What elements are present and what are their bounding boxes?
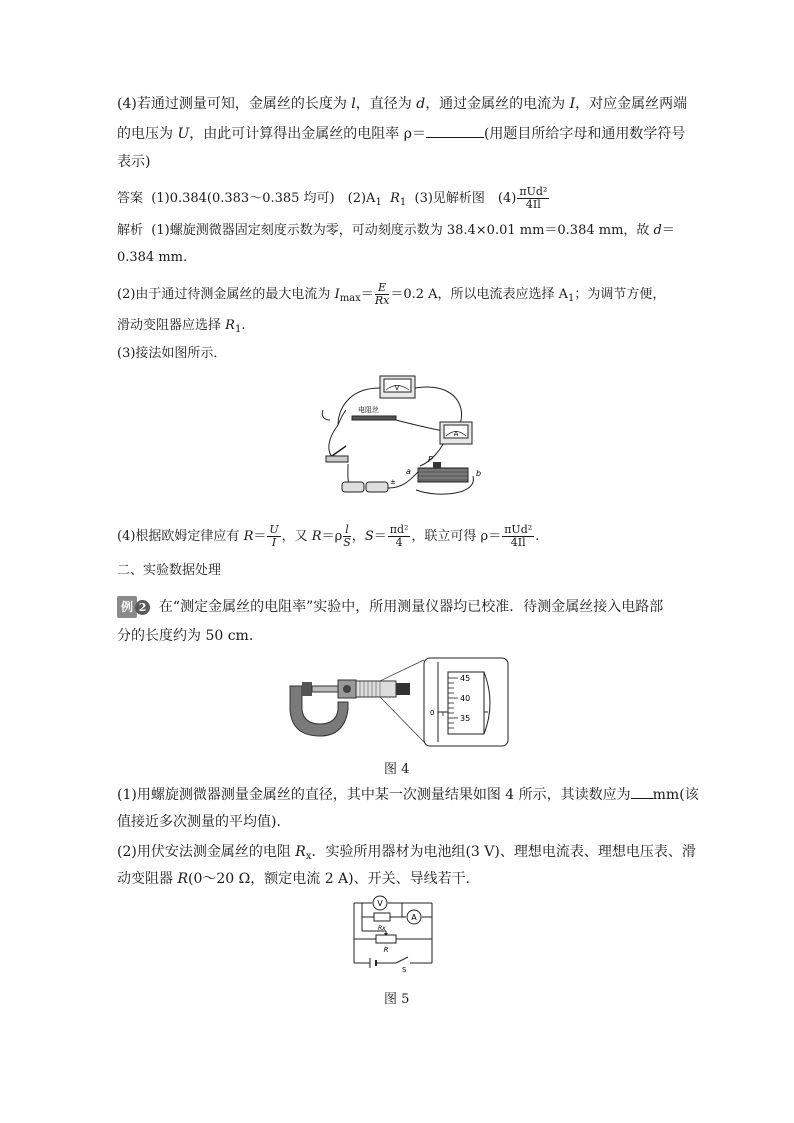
svg-text:电阻丝: 电阻丝 — [358, 406, 379, 414]
svg-text:±: ± — [390, 478, 396, 486]
switch-label: S — [402, 966, 407, 973]
svg-text:P: P — [428, 455, 433, 464]
answer-blank[interactable] — [426, 137, 484, 138]
svg-text:0: 0 — [430, 709, 435, 717]
analysis-line4: 滑动变阻器应选择 $R_1$. — [117, 318, 246, 335]
circuit-diagram-2 — [350, 893, 436, 973]
q2-line2: 动变阻器 R(0～20 Ω，额定电流 2 A)、开关、导线若干． — [117, 871, 480, 887]
q4-line1: (4)若通过测量可知，金属丝的长度为 l，直径为 d，通过金属丝的电流为 I，对应金属丝两端 — [117, 96, 688, 112]
battery-icon — [370, 958, 376, 968]
q4-line3: 表示) — [117, 154, 151, 170]
svg-text:A: A — [411, 913, 417, 922]
micrometer-icon — [290, 680, 410, 736]
answer-blank[interactable] — [631, 798, 653, 799]
svg-text:40: 40 — [460, 694, 471, 703]
micrometer-figure — [282, 654, 512, 752]
q1-line1: (1)用螺旋测微器测量金属丝的直径，其中某一次测量结果如图 4 所示，其读数应为 mm(该 — [117, 787, 699, 803]
svg-text:b: b — [476, 469, 482, 478]
rheostat-icon — [406, 455, 481, 482]
svg-text:V: V — [394, 384, 400, 392]
ammeter-icon — [407, 910, 421, 924]
q2-line1: (2)用伏安法测金属丝的电阻 $R_x$．实验所用器材为电池组(3 V)、理想电流表、理想电压表、滑 — [117, 844, 696, 862]
svg-text:A: A — [453, 430, 459, 438]
answer-label: 答案 — [117, 191, 144, 206]
ammeter-icon — [440, 422, 472, 444]
svg-text:R: R — [383, 946, 389, 954]
figure4-caption: 图 4 — [384, 762, 410, 777]
figure5-caption: 图 5 — [384, 992, 410, 1007]
analysis-line5: (3)接法如图所示． — [117, 346, 227, 361]
svg-text:Rx: Rx — [378, 925, 386, 932]
q1-line2: 值接近多次测量的平均值)． — [117, 814, 291, 830]
svg-text:35: 35 — [460, 714, 471, 723]
example2-line1: 例 2 在“测定金属丝的电阻率”实验中，所用测量仪器均已校准．待测金属丝接入电路部 — [117, 596, 663, 618]
example2-line2: 分的长度约为 50 cm. — [117, 628, 254, 644]
voltmeter-icon — [380, 376, 415, 398]
example-number: 2 — [135, 600, 150, 615]
analysis-label: 解析 — [117, 223, 144, 238]
resistance-wire-icon — [352, 405, 396, 420]
svg-text:V: V — [377, 899, 383, 908]
analysis-line1: 解析 (1)螺旋测微器固定刻度示数为零，可动刻度示数为 38.4×0.01 mm＝0.384 mm，故 d＝ — [117, 223, 675, 238]
section-title: 二、实验数据处理 — [117, 563, 222, 578]
resistor-rx-icon — [374, 913, 390, 932]
rheostat-icon — [376, 933, 396, 954]
answer-line: 答案 (1)0.384(0.383～0.385 均可) $(2)A_1$ $R_1$ (3)见解析图 (4) $\frac{\text{πUd²}}{4Il}$ — [117, 185, 548, 211]
analysis-line6: (4)根据欧姆定律应有 R＝ $\frac{U}{I}$ ，又 R＝ρ $\frac{l}{S}$ ，S＝ $\frac{\text{πd²}}{4}$ ，联立可得 ρ＝ $\frac{\text{πUd²}}{4Il}$ . — [117, 523, 540, 549]
analysis-line2: 0.384 mm. — [117, 250, 188, 265]
circuit-diagram-1 — [318, 370, 488, 505]
analysis-line3: (2)由于通过待测金属丝的最大电流为 $I_{max}=$ $\frac{E}{Rx}$ ＝0.2 A，所以电流表应选择 $A_1$；为调节方便， — [117, 281, 666, 307]
svg-text:45: 45 — [460, 674, 471, 683]
battery-icon — [342, 478, 396, 492]
voltmeter-icon — [373, 896, 387, 910]
q4-line2: 的电压为 U，由此可计算得出金属丝的电阻率 ρ＝ (用题目所给字母和通用数学符号 — [117, 126, 686, 142]
micrometer-zoom-view — [424, 658, 508, 746]
example-badge: 例 — [117, 596, 137, 618]
svg-text:mm: mm — [312, 718, 322, 724]
svg-text:a: a — [406, 467, 411, 476]
